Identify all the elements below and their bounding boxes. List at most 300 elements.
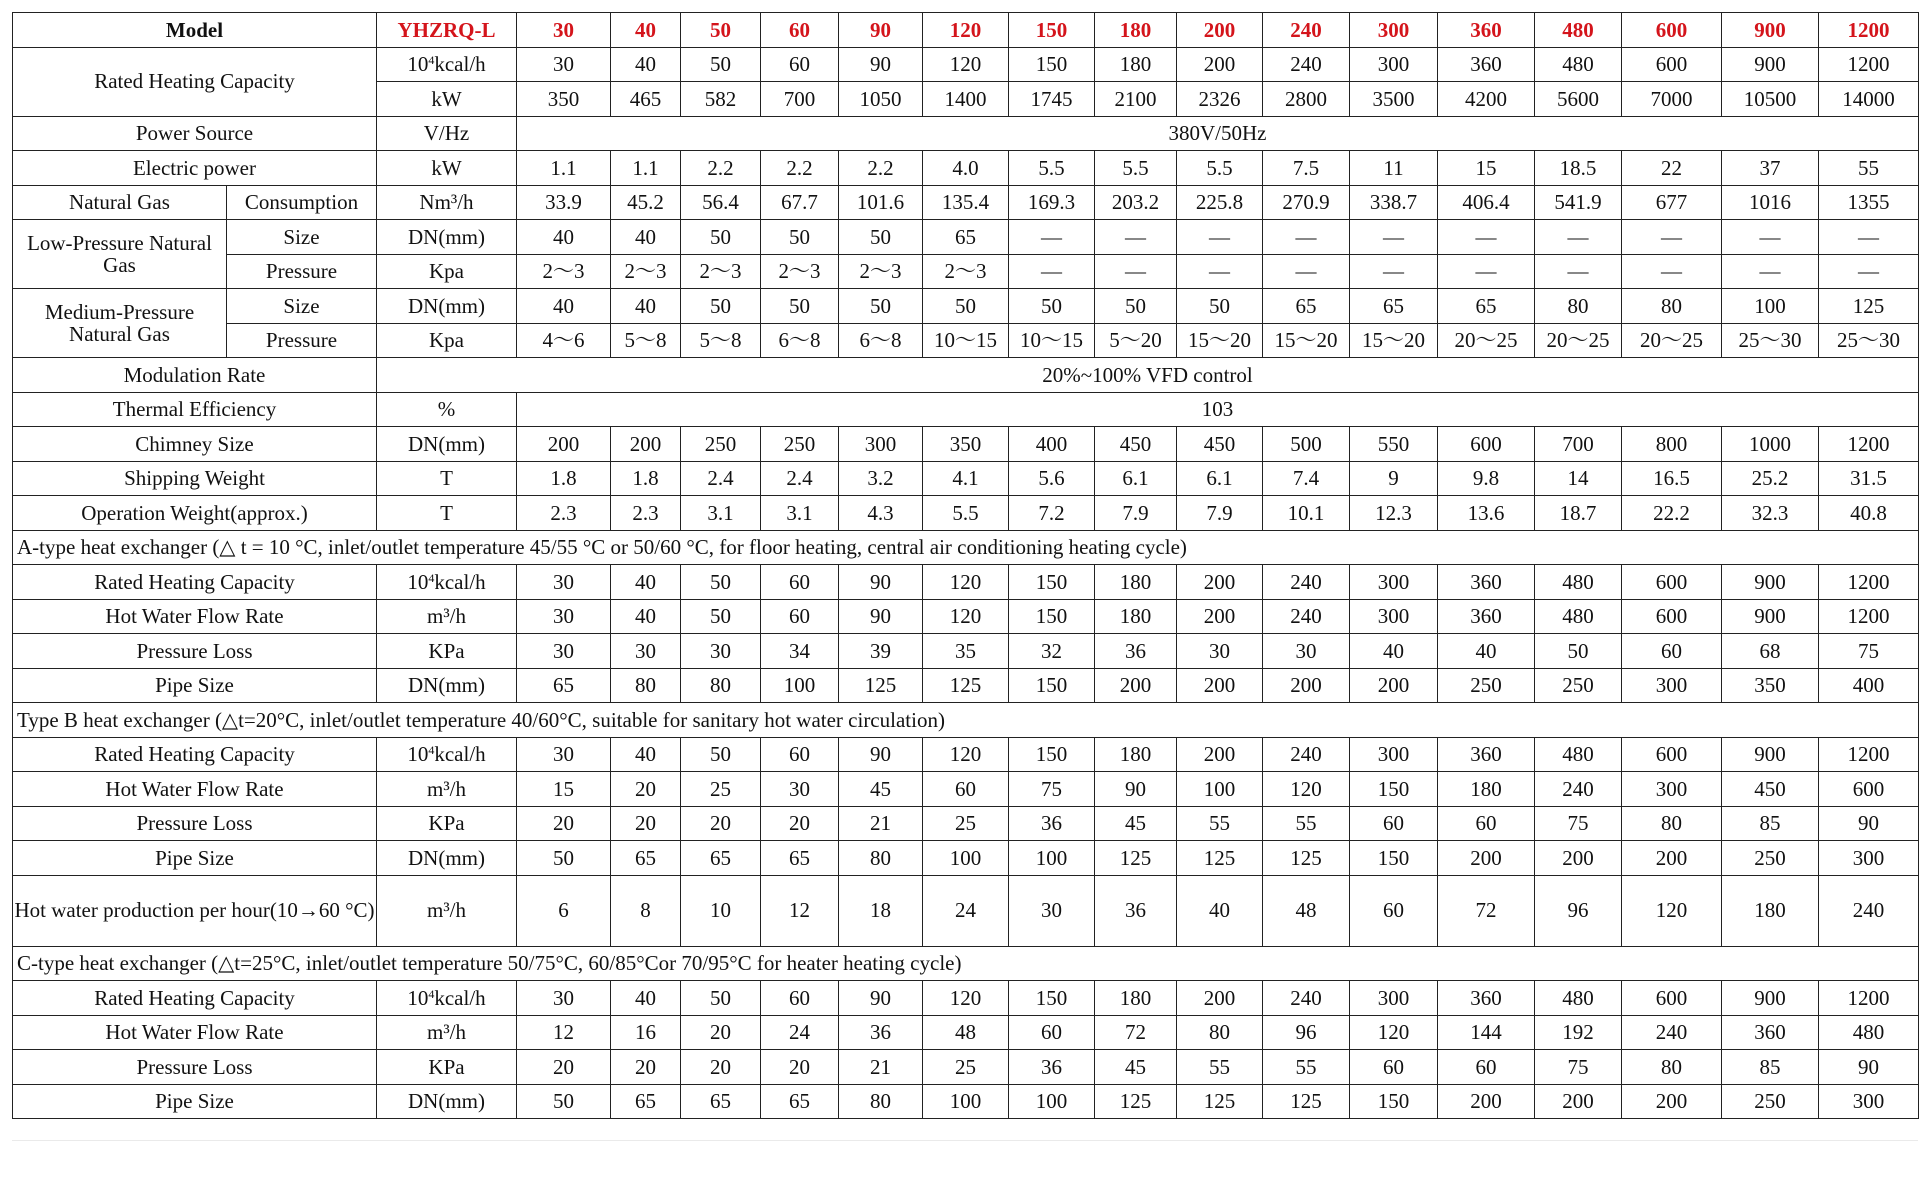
value-cell: 1200 (1819, 47, 1919, 82)
value-cell: 65 (611, 841, 681, 876)
value-cell: 80 (681, 668, 761, 703)
model-cell: 200 (1177, 13, 1263, 48)
value-cell: 5～20 (1095, 323, 1177, 358)
value-cell: 450 (1095, 427, 1177, 462)
value-cell: 480 (1535, 565, 1622, 600)
value-cell: 20～25 (1438, 323, 1535, 358)
value-cell: 40 (1438, 634, 1535, 669)
value-cell: 30 (761, 772, 839, 807)
value-cell: — (1177, 220, 1263, 255)
value-cell: 240 (1819, 875, 1919, 946)
value-cell: 5.5 (923, 496, 1009, 531)
value-cell: 60 (761, 47, 839, 82)
value-cell: 700 (761, 82, 839, 117)
value-cell: 30 (1009, 875, 1095, 946)
unit-cell: Nm³/h (377, 185, 517, 220)
pressure-label: Pressure (227, 323, 377, 358)
value-cell: 7.4 (1263, 461, 1350, 496)
value-cell: 22.2 (1622, 496, 1722, 531)
value-cell: 800 (1622, 427, 1722, 462)
value-cell: 1200 (1819, 427, 1919, 462)
capacity-label: Rated Heating Capacity (13, 737, 377, 772)
value-cell: 30 (1177, 634, 1263, 669)
flow-label: Hot Water Flow Rate (13, 1015, 377, 1050)
value-cell: 25 (923, 1050, 1009, 1085)
value-cell: 68 (1722, 634, 1819, 669)
value-cell: 50 (761, 289, 839, 324)
value-cell: 60 (1009, 1015, 1095, 1050)
model-cell: 90 (839, 13, 923, 48)
value-cell: 1016 (1722, 185, 1819, 220)
value-cell: — (1009, 220, 1095, 255)
value-cell: 240 (1263, 565, 1350, 600)
value-cell: 2～3 (611, 254, 681, 289)
value-cell: 34 (761, 634, 839, 669)
unit-cell: m³/h (377, 772, 517, 807)
value-cell: 5.5 (1009, 151, 1095, 186)
value-cell: 45 (1095, 1050, 1177, 1085)
value-cell: 16 (611, 1015, 681, 1050)
power-source-row (13, 116, 1919, 151)
value-cell: 360 (1438, 47, 1535, 82)
value-cell: 16.5 (1622, 461, 1722, 496)
value-cell: 90 (839, 565, 923, 600)
value-cell: 30 (517, 565, 611, 600)
value-cell: 10.1 (1263, 496, 1350, 531)
spec-table (12, 12, 1919, 1119)
footer-strip (12, 1140, 1918, 1181)
value-cell: — (1535, 220, 1622, 255)
value-cell: 200 (1535, 841, 1622, 876)
value-cell: 20 (517, 806, 611, 841)
value-cell: 360 (1438, 599, 1535, 634)
value-cell: 50 (681, 737, 761, 772)
value-cell: 50 (839, 289, 923, 324)
value-cell: 37 (1722, 151, 1819, 186)
value-cell: 55 (1177, 1050, 1263, 1085)
capacity-label: Rated Heating Capacity (13, 981, 377, 1016)
value-cell: 4.3 (839, 496, 923, 531)
value-cell: 480 (1535, 737, 1622, 772)
value-cell: 125 (1095, 1084, 1177, 1119)
value-cell: 33.9 (517, 185, 611, 220)
type-b-flow-row (13, 772, 1919, 807)
value-cell: 4.1 (923, 461, 1009, 496)
value-cell: 300 (1622, 772, 1722, 807)
value-cell: 600 (1622, 599, 1722, 634)
value-cell: 30 (1263, 634, 1350, 669)
value-cell: 480 (1819, 1015, 1919, 1050)
value-cell: 20～25 (1535, 323, 1622, 358)
value-cell: 20 (611, 1050, 681, 1085)
value-cell: 500 (1263, 427, 1350, 462)
value-cell: 360 (1438, 981, 1535, 1016)
type-b-heading: Type B heat exchanger (△t=20°C, inlet/outlet temperature 40/60°C, suitable for sanitary hot water circulation) (13, 703, 1919, 738)
value-cell: — (1722, 254, 1819, 289)
unit-kcal: $10^4kcal/h$ (377, 565, 517, 600)
value-cell: 50 (1095, 289, 1177, 324)
value-cell: 20 (611, 806, 681, 841)
value-cell: 360 (1438, 565, 1535, 600)
value-cell: 50 (1535, 634, 1622, 669)
model-cell: 300 (1350, 13, 1438, 48)
value-cell: 36 (1095, 634, 1177, 669)
value-cell: 30 (611, 634, 681, 669)
value-cell: 65 (923, 220, 1009, 255)
value-cell: 30 (517, 981, 611, 1016)
value-cell: 480 (1535, 981, 1622, 1016)
unit-cell: DN(mm) (377, 668, 517, 703)
value-cell: 75 (1535, 806, 1622, 841)
value-cell: 25 (681, 772, 761, 807)
value-cell: 300 (1622, 668, 1722, 703)
value-cell: — (1350, 220, 1438, 255)
unit-cell: KPa (377, 634, 517, 669)
value-cell: 48 (923, 1015, 1009, 1050)
value-cell: 2.3 (517, 496, 611, 531)
value-cell: 90 (1095, 772, 1177, 807)
consumption-label: Consumption (227, 185, 377, 220)
value-cell: — (1819, 220, 1919, 255)
value-cell: 180 (1095, 981, 1177, 1016)
model-cell: 360 (1438, 13, 1535, 48)
natural-gas-row (13, 185, 1919, 220)
value-cell: 200 (1622, 1084, 1722, 1119)
value-cell: 50 (681, 981, 761, 1016)
value-cell: 2100 (1095, 82, 1177, 117)
value-cell: 80 (1177, 1015, 1263, 1050)
model-cell: 480 (1535, 13, 1622, 48)
type-a-loss-row (13, 634, 1919, 669)
value-cell: 100 (923, 1084, 1009, 1119)
unit-cell: % (377, 392, 517, 427)
value-cell: 240 (1263, 599, 1350, 634)
value-cell: 96 (1535, 875, 1622, 946)
value-cell: 60 (761, 565, 839, 600)
unit-kcal: $10^4kcal/h$ (377, 981, 517, 1016)
value-cell: 900 (1722, 737, 1819, 772)
value-cell: 4.0 (923, 151, 1009, 186)
value-cell: 400 (1819, 668, 1919, 703)
value-cell: 20 (681, 806, 761, 841)
value-cell: 180 (1095, 599, 1177, 634)
value-cell: 60 (761, 737, 839, 772)
value-cell: — (1177, 254, 1263, 289)
value-cell: 25.2 (1722, 461, 1819, 496)
type-a-capacity-row (13, 565, 1919, 600)
type-c-heading-row (13, 946, 1919, 981)
value-cell: 18.5 (1535, 151, 1622, 186)
value-cell: 360 (1722, 1015, 1819, 1050)
type-c-flow-row (13, 1015, 1919, 1050)
unit-cell: Kpa (377, 254, 517, 289)
value-cell: 36 (1009, 1050, 1095, 1085)
value-cell: 13.6 (1438, 496, 1535, 531)
value-cell: 2～3 (517, 254, 611, 289)
value-cell: 900 (1722, 565, 1819, 600)
value-cell: 120 (1350, 1015, 1438, 1050)
value-cell: 203.2 (1095, 185, 1177, 220)
value-cell: 40 (611, 981, 681, 1016)
value-cell: 75 (1009, 772, 1095, 807)
type-b-loss-row (13, 806, 1919, 841)
value-cell: 101.6 (839, 185, 923, 220)
value-cell: 12 (517, 1015, 611, 1050)
value-cell: 50 (761, 220, 839, 255)
value-cell: 350 (923, 427, 1009, 462)
value-cell: 180 (1438, 772, 1535, 807)
unit-cell: KPa (377, 1050, 517, 1085)
value-cell: 55 (1263, 1050, 1350, 1085)
value-cell: — (1535, 254, 1622, 289)
medium-pressure-gas-label: Medium-Pressure Natural Gas (13, 289, 227, 358)
type-b-heading-row (13, 703, 1919, 738)
value-cell: 65 (1438, 289, 1535, 324)
medium-pressure-pressure-row (13, 323, 1919, 358)
value-cell: 406.4 (1438, 185, 1535, 220)
value-cell: 338.7 (1350, 185, 1438, 220)
operation-weight-label: Operation Weight(approx.) (13, 496, 377, 531)
value-cell: 135.4 (923, 185, 1009, 220)
unit-cell: Kpa (377, 323, 517, 358)
value-cell: 3.2 (839, 461, 923, 496)
value-cell: 12.3 (1350, 496, 1438, 531)
value-cell: 1200 (1819, 599, 1919, 634)
value-cell: 40.8 (1819, 496, 1919, 531)
size-label: Size (227, 220, 377, 255)
value-cell: 65 (761, 841, 839, 876)
loss-label: Pressure Loss (13, 1050, 377, 1085)
value-cell: 20～25 (1622, 323, 1722, 358)
value-cell: 60 (761, 981, 839, 1016)
unit-cell: T (377, 461, 517, 496)
value-cell: 31.5 (1819, 461, 1919, 496)
value-cell: 120 (923, 47, 1009, 82)
value-cell: — (1095, 220, 1177, 255)
loss-label: Pressure Loss (13, 806, 377, 841)
value-cell: 50 (923, 289, 1009, 324)
type-c-heading: C-type heat exchanger (△t=25°C, inlet/outlet temperature 50/75°C, 60/85°Cor 70/95°C for heater heating cycle) (13, 946, 1919, 981)
electric-power-row (13, 151, 1919, 186)
unit-cell: KPa (377, 806, 517, 841)
value-cell: 90 (839, 981, 923, 1016)
unit-cell: DN(mm) (377, 289, 517, 324)
value-cell: 360 (1438, 737, 1535, 772)
model-cell: 1200 (1819, 13, 1919, 48)
value-cell: 50 (517, 841, 611, 876)
value-cell: 12 (761, 875, 839, 946)
value-cell: 1200 (1819, 565, 1919, 600)
value-cell: 24 (761, 1015, 839, 1050)
value-cell: 40 (611, 565, 681, 600)
value-cell: 14000 (1819, 82, 1919, 117)
value-cell: 55 (1177, 806, 1263, 841)
value-cell: 180 (1095, 565, 1177, 600)
value-cell: 10～15 (923, 323, 1009, 358)
value-cell: 200 (1177, 599, 1263, 634)
unit-cell: DN(mm) (377, 1084, 517, 1119)
value-cell: 6.1 (1177, 461, 1263, 496)
value-cell: 2.4 (761, 461, 839, 496)
value-cell: 180 (1095, 737, 1177, 772)
value-cell: 1.8 (517, 461, 611, 496)
value-cell: 15 (517, 772, 611, 807)
value-cell: 60 (1350, 1050, 1438, 1085)
value-cell: 250 (1438, 668, 1535, 703)
unit-cell: T (377, 496, 517, 531)
value-cell: 200 (1095, 668, 1177, 703)
value-cell: 90 (1819, 1050, 1919, 1085)
value-cell: 180 (1095, 47, 1177, 82)
value-cell: 25 (923, 806, 1009, 841)
value-cell: 1.1 (517, 151, 611, 186)
value-cell: 11 (1350, 151, 1438, 186)
type-a-flow-row (13, 599, 1919, 634)
value-cell: 5.5 (1177, 151, 1263, 186)
value-cell: 40 (611, 47, 681, 82)
unit-cell: V/Hz (377, 116, 517, 151)
value-cell: 50 (681, 220, 761, 255)
value-cell: — (1263, 220, 1350, 255)
value-cell: 48 (1263, 875, 1350, 946)
value-cell: 7.9 (1095, 496, 1177, 531)
value-cell: 55 (1819, 151, 1919, 186)
modulation-label: Modulation Rate (13, 358, 377, 393)
value-cell: 350 (517, 82, 611, 117)
pipe-label: Pipe Size (13, 1084, 377, 1119)
value-cell: 900 (1722, 599, 1819, 634)
shipping-weight-row (13, 461, 1919, 496)
value-cell: 300 (1350, 981, 1438, 1016)
value-cell: 300 (1350, 47, 1438, 82)
value-cell: 21 (839, 806, 923, 841)
value-cell: 65 (681, 1084, 761, 1119)
model-cell: 120 (923, 13, 1009, 48)
value-cell: 150 (1009, 668, 1095, 703)
value-cell: 4200 (1438, 82, 1535, 117)
value-cell: 700 (1535, 427, 1622, 462)
value-cell: 2～3 (839, 254, 923, 289)
value-cell: 40 (611, 599, 681, 634)
value-cell: 300 (1819, 841, 1919, 876)
model-cell: 60 (761, 13, 839, 48)
value-cell: 20 (681, 1050, 761, 1085)
value-cell: 100 (923, 841, 1009, 876)
value-cell: 25～30 (1819, 323, 1919, 358)
thermal-efficiency-label: Thermal Efficiency (13, 392, 377, 427)
value-cell: 60 (923, 772, 1009, 807)
operation-weight-row (13, 496, 1919, 531)
value-cell: 80 (1622, 289, 1722, 324)
value-cell: 150 (1009, 565, 1095, 600)
value-cell: 36 (1095, 875, 1177, 946)
value-cell: 80 (1622, 1050, 1722, 1085)
value-cell: 10500 (1722, 82, 1819, 117)
value-cell: 350 (1722, 668, 1819, 703)
value-cell: 300 (1819, 1084, 1919, 1119)
value-cell: 8 (611, 875, 681, 946)
value-cell: 45.2 (611, 185, 681, 220)
value-cell: 1200 (1819, 981, 1919, 1016)
value-cell: 120 (923, 599, 1009, 634)
value-cell: 65 (517, 668, 611, 703)
type-a-heading-row (13, 530, 1919, 565)
flow-label: Hot Water Flow Rate (13, 599, 377, 634)
value-cell: 6～8 (839, 323, 923, 358)
chimney-row (13, 427, 1919, 462)
size-label: Size (227, 289, 377, 324)
value-cell: 40 (1350, 634, 1438, 669)
value-cell: 15 (1438, 151, 1535, 186)
value-cell: 56.4 (681, 185, 761, 220)
value-cell: 125 (839, 668, 923, 703)
value-cell: 10 (681, 875, 761, 946)
value-cell: — (1438, 220, 1535, 255)
value-cell: 150 (1009, 737, 1095, 772)
value-cell: 120 (923, 981, 1009, 1016)
shipping-weight-label: Shipping Weight (13, 461, 377, 496)
capacity-label: Rated Heating Capacity (13, 565, 377, 600)
value-cell: 200 (1177, 565, 1263, 600)
value-cell: 24 (923, 875, 1009, 946)
value-cell: 1200 (1819, 737, 1919, 772)
value-cell: 85 (1722, 1050, 1819, 1085)
thermal-efficiency-value: 103 (517, 392, 1919, 427)
value-cell: 9.8 (1438, 461, 1535, 496)
value-cell: 600 (1622, 981, 1722, 1016)
value-cell: 40 (517, 220, 611, 255)
loss-label: Pressure Loss (13, 634, 377, 669)
pipe-label: Pipe Size (13, 668, 377, 703)
type-a-pipe-row (13, 668, 1919, 703)
value-cell: 36 (839, 1015, 923, 1050)
value-cell: 2.2 (681, 151, 761, 186)
type-a-heading: A-type heat exchanger (△ t = 10 °C, inlet/outlet temperature 45/55 °C or 50/60 °C, for floor heating, central air conditioning heating cycle) (13, 530, 1919, 565)
value-cell: — (1009, 254, 1095, 289)
value-cell: 250 (1535, 668, 1622, 703)
value-cell: 200 (1177, 668, 1263, 703)
value-cell: 600 (1622, 565, 1722, 600)
value-cell: 1050 (839, 82, 923, 117)
value-cell: 600 (1819, 772, 1919, 807)
value-cell: 50 (1009, 289, 1095, 324)
value-cell: 600 (1622, 737, 1722, 772)
value-cell: 480 (1535, 47, 1622, 82)
value-cell: 192 (1535, 1015, 1622, 1050)
value-cell: 60 (1438, 1050, 1535, 1085)
value-cell: 22 (1622, 151, 1722, 186)
value-cell: 72 (1095, 1015, 1177, 1050)
unit-cell: m³/h (377, 1015, 517, 1050)
value-cell: 6.1 (1095, 461, 1177, 496)
value-cell: 75 (1535, 1050, 1622, 1085)
value-cell: — (1438, 254, 1535, 289)
value-cell: 18 (839, 875, 923, 946)
value-cell: 4～6 (517, 323, 611, 358)
value-cell: 1745 (1009, 82, 1095, 117)
value-cell: 120 (1263, 772, 1350, 807)
value-cell: 65 (1263, 289, 1350, 324)
value-cell: 60 (1438, 806, 1535, 841)
pipe-label: Pipe Size (13, 841, 377, 876)
value-cell: 2.4 (681, 461, 761, 496)
model-cell: 600 (1622, 13, 1722, 48)
value-cell: 1400 (923, 82, 1009, 117)
value-cell: 50 (681, 599, 761, 634)
value-cell: 35 (923, 634, 1009, 669)
value-cell: 15～20 (1263, 323, 1350, 358)
value-cell: 150 (1350, 1084, 1438, 1119)
